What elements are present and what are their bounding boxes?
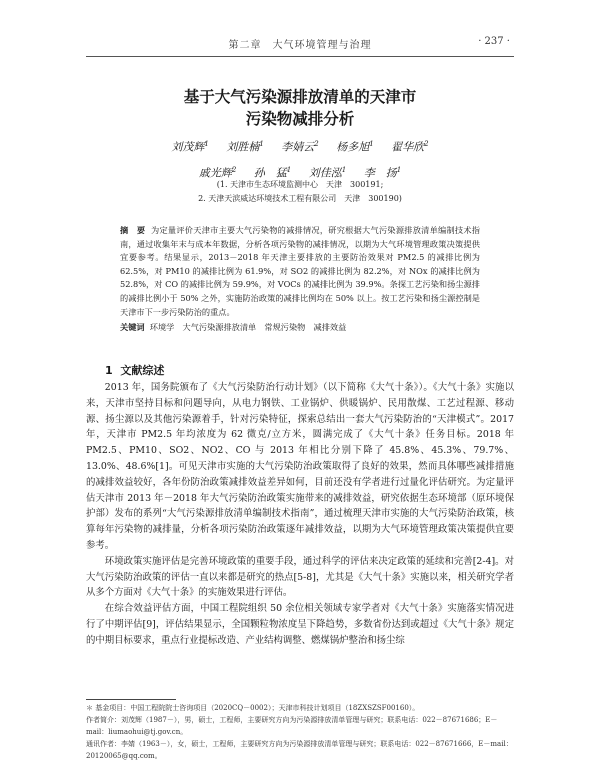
- title-line-1: 基于大气污染源排放清单的天津市: [183, 88, 417, 106]
- author-name: 李婧云: [281, 140, 315, 154]
- author-list: [86, 133, 514, 184]
- footnote-funding: ＊ 基金项目：中国工程院院士咨询项目（2020CQ－0002）；天津市科技计划项目（18ZXSZSF00160）。: [86, 704, 420, 712]
- author-line-1: [86, 133, 514, 159]
- author-name: 李 扬: [363, 166, 397, 180]
- footnote-corresponding: 通讯作者：李婧（1963－），女，硕士，工程师，主要研究方向为污染源排放清单管理与研究；联系电话：022－87671666，E－mail：20120065@qq.com。: [86, 740, 513, 760]
- author-name: 刘胜楠: [226, 140, 260, 154]
- header-rule: [86, 56, 514, 57]
- paragraph: 2013 年，国务院颁布了《大气污染防治行动计划》（以下简称《大气十条》）。《大气十条》实施以来，天津市坚持目标和问题导向，从电力钢铁、工业锅炉、供暖锅炉、民用散煤、工艺过程源、移动源、扬尘源以及其他污染源着手，针对污染特征，探索总结出一套大气污染防治的“天津模式”。2017 年，天津市 PM2.5 年均浓度为 62 微克/立方米，圆满完成了《大气十条》任务目标。2018 年 PM2.5、PM10、SO2、NO2、CO 与 2013 年相比分别下降了 45.8%、45.3%、79.7%、13.0%、48.6%[1]。可见天津市实施的大气污染防治政策取得了良好的效果，然而具体哪些减排措施的减排效益较好，各年份防治政策减排效益差异如何，目前还没有学者进行过量化评估研究。为定量评估天津市 2013 年－2018 年大气污染防治政策实施带来的减排效益，研究依据生态环境部（原环境保护部）发布的系列“大气污染源排放清单编制技术指南”，通过梳理天津市实施的大气污染防治政策，核算每年污染物的减排量，分析各项污染防治政策逐年减排效益，以期为大气环境管理政策决策提供宜要参考。: [86, 382, 514, 551]
- title-line-2: 污染物减排分析: [245, 110, 355, 128]
- abstract: [120, 224, 480, 319]
- keywords-label: 关键词: [120, 322, 145, 332]
- running-head: [90, 36, 510, 54]
- author-affil-mark: 1: [204, 140, 209, 148]
- abstract-label: 摘 要: [120, 225, 146, 235]
- author-affil-mark: 2: [424, 140, 429, 148]
- author-name: 杨多旭: [336, 140, 370, 154]
- keywords: [120, 321, 480, 334]
- author-affil-mark: 2: [314, 140, 319, 148]
- author-affil-mark: 1: [259, 140, 264, 148]
- author-name: 戚光辉: [198, 166, 232, 180]
- author-name: 孙 猛: [253, 166, 287, 180]
- affiliations: [86, 178, 514, 206]
- author-affil-mark: 1: [369, 140, 374, 148]
- paragraph: 在综合效益评估方面，中国工程院组织 50 余位相关领域专家学者对《大气十条》实施落实情况进行了中期评估[9]，评估结果显示，全国颗粒物浓度呈下降趋势，多数省份达到或超过《大气十条》规定的中期目标要求，重点行业提标改造、产业结构调整、燃煤锅炉整治和扬尘综: [86, 603, 514, 646]
- paper-title: [86, 86, 514, 130]
- paragraph: 环境政策实施评估是完善环境政策的重要手段，通过科学的评估来决定政策的延续和完善[2-4]。对大气污染防治政策的评估一直以来都是研究的热点[5-8]，尤其是《大气十条》实施以来，相关研究学者从多个方面对《大气十条》的实施效果进行评估。: [86, 555, 514, 599]
- running-head-chapter: 第二章 大气环境管理与治理: [228, 40, 372, 51]
- author-affil-mark: 1: [286, 165, 292, 174]
- author-name: 刘茂辉: [171, 140, 205, 154]
- footnote-author-bio: 作者简介：刘茂辉（1987－），男，硕士，工程师，主要研究方向为污染源排放清单管理与研究；联系电话：022－87671686；E－mail：liumaohui@tj.gov.cn。: [86, 716, 498, 736]
- author-name: 翟华欣: [391, 140, 425, 154]
- author-affil-mark: 1: [396, 165, 402, 174]
- author-name: 刘佳泓: [308, 166, 342, 180]
- affiliation-1: (1. 天津市生态环境监测中心 天津 300191;: [216, 180, 384, 189]
- affiliation-2: 2. 天津天滨威达环境技术工程有限公司 天津 300190): [198, 194, 402, 203]
- author-affil-mark: 2: [231, 165, 237, 174]
- author-affil-mark: 1: [341, 165, 347, 174]
- abstract-text: 为定量评价天津市主要大气污染物的减排情况，研究根据大气污染源排放清单编制技术指南，通过收集年末与成本年数据，分析各项污染物的减排情况，以期为大气环境管理政策决策提供宜要参考。结果显示，2013－2018 年天津主要排放的主要防治效果对 PM2.5 的减排比例为 62.5%，对 PM10 的减排比例为 61.9%，对 SO2 的减排比例为 82.2%，对 NOx 的减排比例为 52.8%，对 CO 的减排比例为 59.9%，对 VOCs 的减排比例为 39.9%。条探工艺污染和扬尘源排的减排比例小于 50% 之外，实施防治政策的减排比例均在 50% 以上。按工艺污染和扬尘源控制是天津市下一步污染防治的重点。: [120, 225, 480, 317]
- footnote-rule: [86, 699, 176, 700]
- section-title: 文献综述: [120, 364, 165, 377]
- section-number: 1: [105, 364, 113, 377]
- keywords-text: 环境学 大气污染源排放清单 常规污染物 减排效益: [149, 322, 347, 332]
- body-text: [86, 380, 514, 649]
- page-number: · 237 ·: [478, 36, 510, 47]
- section-heading: [105, 362, 164, 378]
- footnotes: [86, 702, 514, 762]
